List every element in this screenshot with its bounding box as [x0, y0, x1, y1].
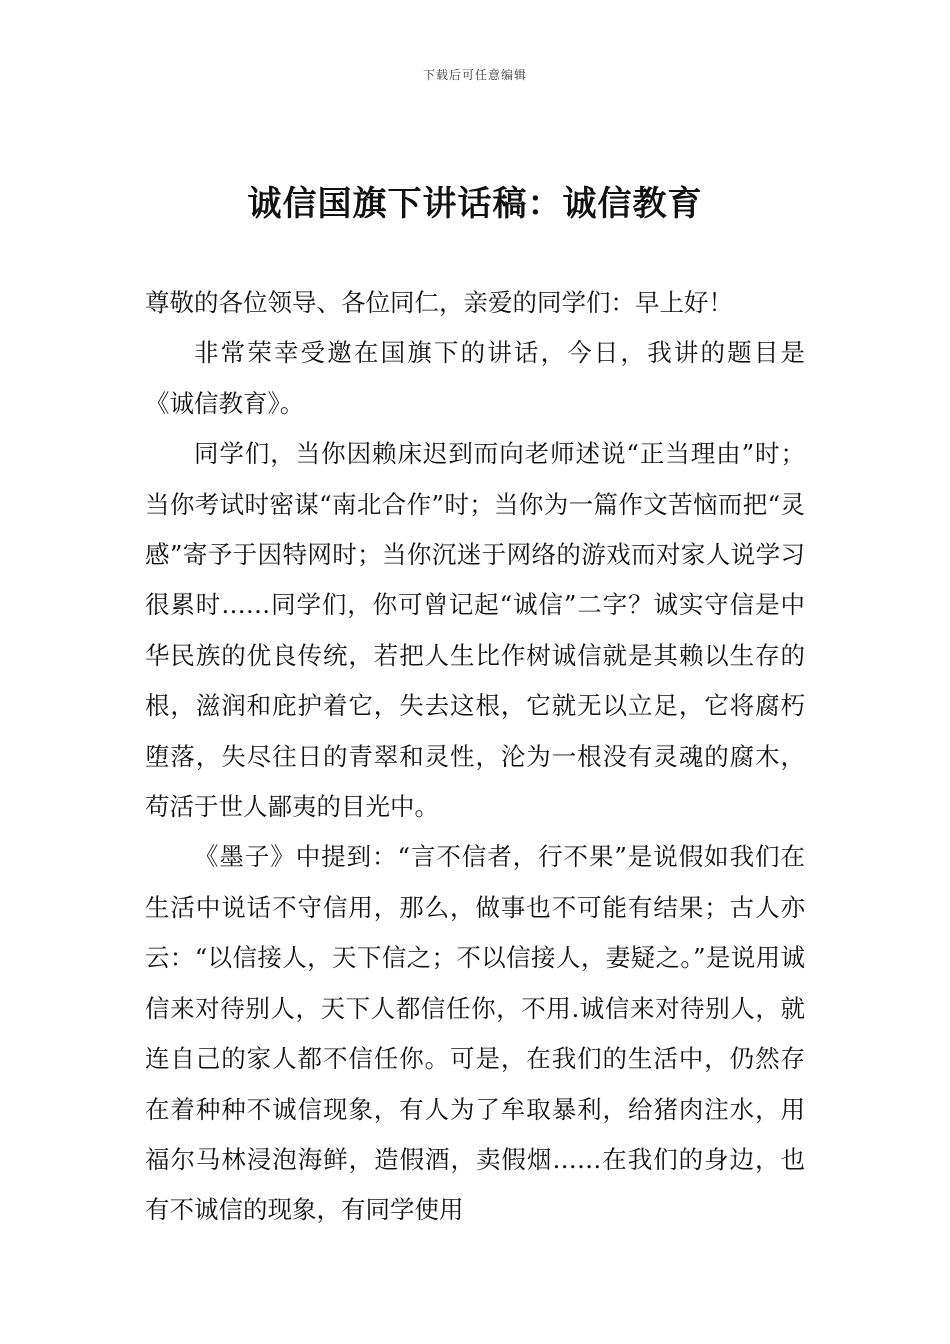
- body-paragraph-2: 《墨子》中提到：“言不信者，行不果”是说假如我们在生活中说话不守信用，那么，做事也不可能有结果；古人亦云：“以信接人，天下信之；不以信接人，妻疑之。”是说用诚信来对待别人，天下人都信任你，不用.诚信来对待别人，就连自己的家人都不信任你。可是，在我们的生活中，仍然存在着种种不诚信现象，有人为了牟取暴利，给猪肉注水，用福尔马林浸泡海鲜，造假酒，卖假烟……在我们的身边，也有不诚信的现象，有同学使用: [145, 842, 805, 1225]
- salutation-paragraph: 尊敬的各位领导、各位同仁，亲爱的同学们：早上好！: [145, 288, 733, 317]
- body-text: [145, 278, 805, 1236]
- header-note: 下载后可任意编辑: [422, 68, 527, 82]
- body-paragraph-1: 同学们，当你因赖床迟到而向老师述说“正当理由”时；当你考试时密谋“南北合作”时；当你为一篇作文苦恼而把“灵感”寄予于因特网时；当你沉迷于网络的游戏而对家人说学习很累时……同学们，你可曾记起“诚信”二字？诚实守信是中华民族的优良传统，若把人生比作树诚信就是其赖以生存的根，滋润和庇护着它，失去这根，它就无以立足，它将腐朽堕落，失尽往日的青翠和灵性，沦为一根没有灵魂的腐木，苟活于世人鄙夷的目光中。: [145, 439, 805, 822]
- intro-paragraph: 非常荣幸受邀在国旗下的讲话，今日，我讲的题目是《诚信教育》。: [145, 338, 805, 418]
- page-title: 诚信国旗下讲话稿：诚信教育: [247, 184, 703, 224]
